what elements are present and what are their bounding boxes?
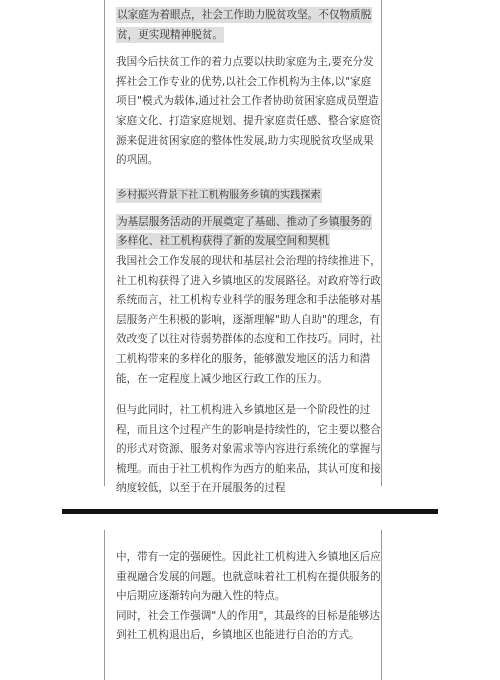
highlighted-lead-text: 为基层服务活动的开展奠定了基础、推动了乡镇服务的多样化、社工机构获得了新的发展空间和契机 bbox=[117, 215, 372, 248]
left-margin-guide bbox=[104, 530, 105, 680]
left-margin-guide bbox=[104, 0, 105, 486]
highlighted-intro-text: 以家庭为着眼点，社会工作助力脱贫攻坚。不仅物质脱贫，更实现精神脱贫。 bbox=[117, 9, 372, 41]
family-assistance-paragraph: 我国今后扶贫工作的着力点要以扶助家庭为主,要充分发挥社会工作专业的优势,以社会工作机构为主体,以"家庭项目"模式为载体,通过社会工作者协助贫困家庭成员塑造家庭文化、打造家庭规划、提升家庭责任感、整合家庭资源来促进贫困家庭的整体性发展,助力实现脱贫攻坚成果的巩固。 bbox=[116, 56, 381, 167]
meanwhile-paragraph: 但与此同时，社工机构进入乡镇地区是一个阶段性的过程，而且这个过程产生的影响是持续性的，它主要以整合的形式对资源、服务对象需求等内容进行系统化的掌握与梳理。而由于社工机构作为西方的舶来品，其认可度和接纳度较低，以至于在开展服务的过程 bbox=[116, 404, 381, 495]
document-page-2 bbox=[0, 514, 500, 666]
development-paragraph: 我国社会工作发展的现状和基层社会治理的持续推进下，社工机构获得了进入乡镇地区的发展路径。对政府等行政系统而言，社工机构专业科学的服务理念和手法能够对基层服务产生积极的影响，逐渐理解"助人自助"的理念，有效改变了以往对待弱势群体的态度和工作技巧。同时，社工机构带来的多样化的服务，能够激发地区的活力和潜能，在一定程度上减少地区行政工作的压力。 bbox=[116, 254, 381, 385]
continued-paragraph: 中，带有一定的强硬性。因此社工机构进入乡镇地区后应重视融合发展的问题。也就意味着社工机构在提供服务的中后期应逐渐转向为融入性的特点。 bbox=[116, 551, 381, 603]
right-margin-guide bbox=[381, 0, 382, 486]
section-heading-text: 乡村振兴背景下社工机构服务乡镇的实践探索 bbox=[117, 189, 321, 201]
page-2-body bbox=[116, 548, 381, 646]
section-heading bbox=[116, 187, 381, 205]
role-paragraph: 同时，社会工作强调"人的作用"，其最终的目标是能够达到社工机构退出后，乡镇地区也能进行自治的方式。 bbox=[116, 609, 380, 642]
right-margin-guide bbox=[381, 530, 382, 680]
page-1-body bbox=[116, 6, 381, 499]
highlighted-lead-paragraph bbox=[116, 213, 381, 252]
highlighted-intro-paragraph bbox=[116, 6, 381, 45]
